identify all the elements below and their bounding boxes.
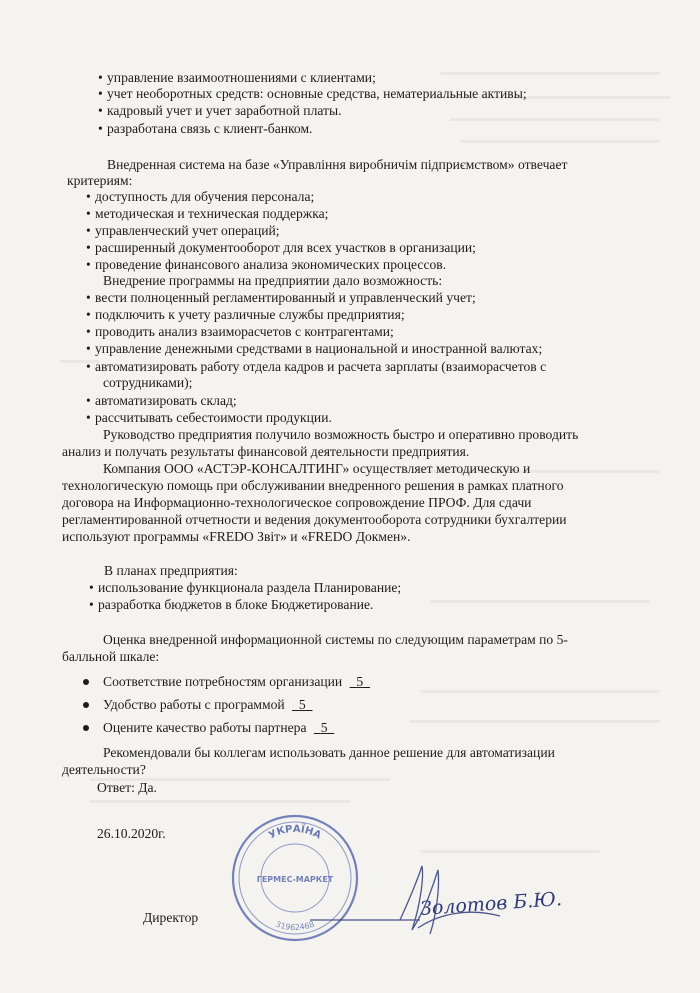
plans-title: В планах предприятия: [104, 563, 238, 578]
signature-text: Золотов Б.Ю. [419, 888, 563, 920]
document-date: 26.10.2020г. [97, 826, 166, 841]
section1-bullet: • учет необоротных средств: основные средства, нематериальные активы; [98, 86, 527, 102]
paragraph-line: Руководство предприятия получило возможность быстро и оперативно проводить [103, 427, 579, 442]
rating-value: 5 [298, 697, 306, 712]
recommend-question: деятельности? [62, 762, 146, 777]
bullet-icon [83, 725, 89, 731]
possibility-bullet: • вести полноценный регламентированный и управленческий учет; [86, 290, 476, 306]
rating-intro-line: балльной шкале: [62, 649, 160, 664]
rating-value: 5 [356, 674, 364, 689]
svg-text:ГЕРМЕС-МАРКЕТ: ГЕРМЕС-МАРКЕТ [256, 875, 334, 884]
paragraph-line: регламентированной отчетности и ведения документооборота сотрудники бухгалтерии [62, 512, 567, 527]
possibility-bullet: • рассчитывать себестоимости продукции. [86, 410, 332, 426]
rating-item-usability [103, 697, 312, 713]
criteria-bullet: • управленческий учет операций; [86, 223, 280, 239]
paragraph-line: технологическую помощь при обслуживании внедренного решения в рамках платного [62, 478, 564, 493]
svg-text:УКРАЇНА: УКРАЇНА [267, 823, 323, 842]
paragraph-line: критериям: [67, 173, 133, 188]
svg-text:31962468: 31962468 [274, 919, 316, 933]
section1-bullet: • управление взаимоотношениями с клиентами; [98, 70, 376, 86]
section1-bullet: • разработана связь с клиент-банком. [98, 121, 312, 137]
answer: Ответ: Да. [97, 780, 157, 795]
possibility-bullet: • подключить к учету различные службы предприятия; [86, 307, 405, 323]
possibility-bullet: • проводить анализ взаиморасчетов с контрагентами; [86, 324, 394, 340]
rating-label: Оцените качество работы партнера [103, 720, 307, 735]
criteria-bullet: • доступность для обучения персонала; [86, 189, 314, 205]
possibility-bullet-continuation: сотрудниками); [103, 375, 193, 390]
paragraph-line: договора на Информационно-технологическое сопровождение ПРОФ. Для сдачи [62, 495, 532, 510]
plans-bullet: • использование функционала раздела Планирование; [89, 580, 401, 596]
signer-title: Директор [143, 910, 199, 925]
section1-bullet: • кадровый учет и учет заработной платы. [98, 103, 342, 119]
plans-bullet: • разработка бюджетов в блоке Бюджетирование. [89, 597, 373, 613]
possibility-bullet: • управление денежными средствами в национальной и иностранной валютах; [86, 341, 542, 357]
rating-intro-line: Оценка внедренной информационной системы по следующим параметрам по 5- [103, 632, 568, 647]
rating-label: Удобство работы с программой [103, 697, 285, 712]
criteria-bullet: • проведение финансового анализа экономических процессов. [86, 257, 446, 273]
criteria-bullet: • расширенный документооборот для всех участков в организации; [86, 240, 476, 256]
rating-value: 5 [320, 720, 328, 735]
paragraph-line: Компания ООО «АСТЭР-КОНСАЛТИНГ» осуществляет методическую и [103, 461, 531, 476]
rating-label: Соответствие потребностям организации [103, 674, 343, 689]
rating-item-requirements [103, 674, 370, 690]
rating-item-partner [103, 720, 334, 736]
paragraph-line: используют программы «FREDO Звіт» и «FREDO Докмен». [62, 529, 411, 544]
bullet-icon [83, 702, 89, 708]
criteria-bullet: • методическая и техническая поддержка; [86, 206, 328, 222]
recommend-question: Рекомендовали бы коллегам использовать данное решение для автоматизации [103, 745, 555, 760]
paragraph-line: Внедрение программы на предприятии дало возможность: [103, 273, 443, 288]
paragraph-line: Внедренная система на базе «Управління виробничім підприємством» отвечает [107, 157, 568, 172]
possibility-bullet: • автоматизировать работу отдела кадров и расчета зарплаты (взаиморасчетов с [86, 359, 546, 375]
bullet-icon [83, 679, 89, 685]
paragraph-line: анализ и получать результаты финансовой деятельности предприятия. [62, 444, 470, 459]
possibility-bullet: • автоматизировать склад; [86, 393, 237, 409]
